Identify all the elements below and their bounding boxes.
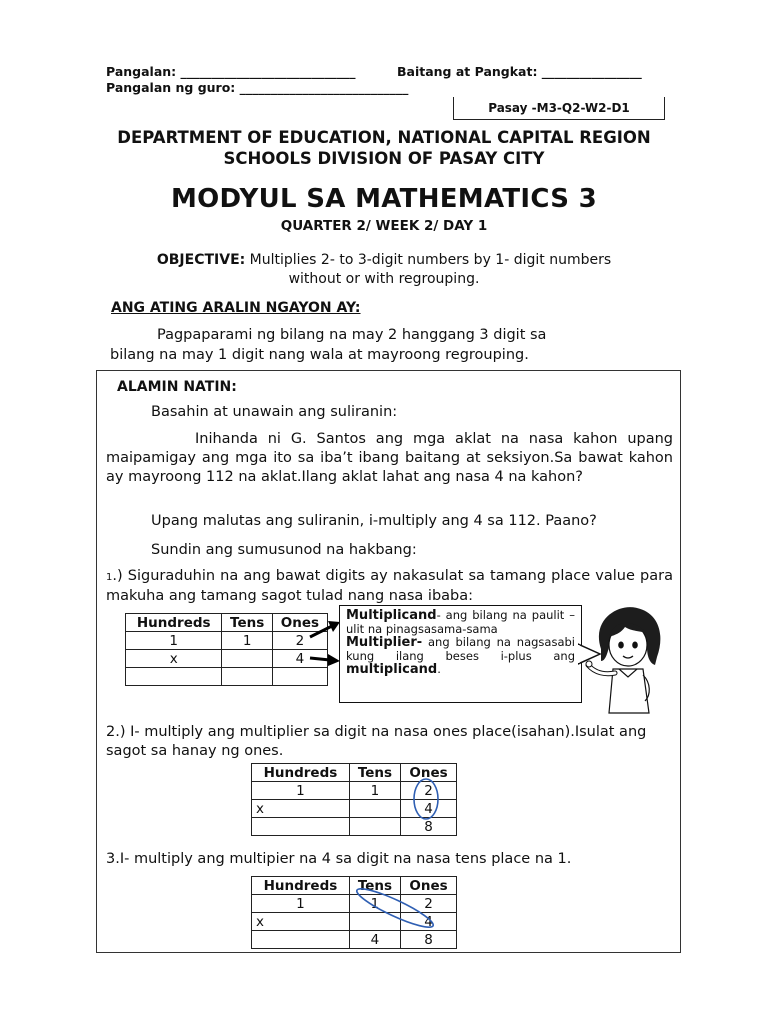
lesson-line-1: Pagpaparami ng bilang na may 2 hanggang 3 digit sa	[157, 327, 547, 343]
lesson-line-2: bilang na may 1 digit nang wala at mayroong regrouping.	[110, 347, 529, 363]
multiplicand-ref: multiplicand	[346, 662, 438, 677]
table-cell: 2	[401, 895, 457, 913]
table-cell: 1	[349, 782, 400, 800]
table-cell	[126, 668, 222, 686]
module-code-box: Pasay -M3-Q2-W2-D1	[453, 97, 665, 120]
tens-diagonal-highlight	[345, 888, 445, 933]
place-value-table-1	[125, 613, 328, 686]
table-cell: 4	[349, 931, 400, 949]
table-cell: x	[252, 800, 350, 818]
objective-text: Multiplies 2- to 3-digit numbers by 1- digit numbers	[245, 252, 612, 268]
name-field-label: Pangalan: ____________________________	[106, 64, 356, 79]
table-cell	[222, 650, 272, 668]
ones-header: Ones	[401, 764, 457, 782]
solve-instruction: Upang malutas ang suliranin, i-multiply ang 4 sa 112. Paano?	[151, 513, 597, 529]
teacher-field-label: Pangalan ng guro: ___________________________	[106, 80, 409, 95]
girl-illustration-icon	[585, 603, 670, 718]
table-cell: 2	[272, 632, 327, 650]
arrow-right-icon	[310, 654, 340, 666]
arrow-right-icon	[310, 621, 340, 637]
objective-label: OBJECTIVE:	[156, 252, 246, 268]
ones-column-highlight	[405, 775, 445, 825]
table-cell	[252, 818, 350, 836]
table-cell: 4	[401, 800, 457, 818]
step-1-number: 1	[106, 572, 113, 583]
table-row	[126, 632, 328, 650]
department-line-2: SCHOOLS DIVISION OF PASAY CITY	[223, 149, 545, 168]
table-cell: 8	[401, 931, 457, 949]
hundreds-header: Hundreds	[252, 764, 350, 782]
step-1-text	[106, 567, 673, 606]
table-row	[126, 650, 328, 668]
word-problem: Inihanda ni G. Santos ang mga aklat na nasa kahon upang maipamigay ang mga ito sa iba’t ibang baitang at seksiyon.Sa bawat kahon ay mayroong 112 na aklat.Ilang aklat lahat ang nasa 4 na kahon?	[106, 431, 673, 485]
table-cell: 2	[401, 782, 457, 800]
grade-section-field-label: Baitang at Pangkat: ________________	[397, 64, 642, 79]
hundreds-header: Hundreds	[126, 614, 222, 632]
follow-steps: Sundin ang sumusunod na hakbang:	[151, 542, 417, 558]
ones-header: Ones	[272, 614, 327, 632]
page-title: MODYUL SA MATHEMATICS 3	[170, 184, 598, 214]
multiplier-def: ang bilang na nagsasabi kung ilang beses i-plus ang	[346, 635, 575, 663]
table-cell: 1	[252, 895, 350, 913]
table-cell: 1	[126, 632, 222, 650]
tens-header: Tens	[349, 764, 400, 782]
multiplicand-def: - ang bilang na paulit – ulit na pinagsasama-sama	[346, 608, 575, 636]
tens-header: Tens	[349, 877, 400, 895]
tens-header: Tens	[222, 614, 272, 632]
table-cell: 1	[222, 632, 272, 650]
definition-callout	[339, 605, 582, 703]
step-2-text: 2.) I- multiply ang multiplier sa digit na nasa ones place(isahan).Isulat ang sagot sa hanay ng ones.	[106, 724, 647, 759]
table-cell: 1	[349, 895, 400, 913]
table-cell: 1	[252, 782, 350, 800]
table-cell	[349, 818, 400, 836]
table-cell: 8	[401, 818, 457, 836]
table-cell	[222, 668, 272, 686]
table-cell: x	[252, 913, 350, 931]
objective-line-1	[0, 251, 768, 270]
alamin-instruction: Basahin at unawain ang suliranin:	[151, 404, 398, 420]
multiplier-definition	[346, 636, 575, 677]
page-subtitle: QUARTER 2/ WEEK 2/ DAY 1	[280, 218, 488, 234]
table-cell: 4	[401, 913, 457, 931]
table-cell: 4	[272, 650, 327, 668]
alamin-heading: ALAMIN NATIN:	[117, 379, 237, 395]
table-cell: x	[126, 650, 222, 668]
multiplicand-term: Multiplicand	[346, 608, 437, 623]
step-3-text: 3.I- multiply ang multipier na 4 sa digit na nasa tens place na 1.	[106, 851, 572, 867]
table-row	[126, 668, 328, 686]
multiplier-term: Multiplier-	[346, 635, 423, 650]
ones-header: Ones	[401, 877, 457, 895]
lesson-heading: ANG ATING ARALIN NGAYON AY:	[111, 300, 361, 316]
table-row	[252, 931, 457, 949]
hundreds-header: Hundreds	[252, 877, 350, 895]
department-line-1: DEPARTMENT OF EDUCATION, NATIONAL CAPITAL REGION	[117, 128, 651, 147]
objective-line-2: without or with regrouping.	[288, 271, 480, 287]
multiplicand-definition	[346, 609, 575, 636]
step-1-body: .) Siguraduhin na ang bawat digits ay nakasulat sa tamang place value para makuha ang tamang sagot tulad nang nasa ibaba:	[106, 568, 673, 604]
table-cell	[252, 931, 350, 949]
period: .	[437, 662, 441, 676]
table-cell	[349, 800, 400, 818]
